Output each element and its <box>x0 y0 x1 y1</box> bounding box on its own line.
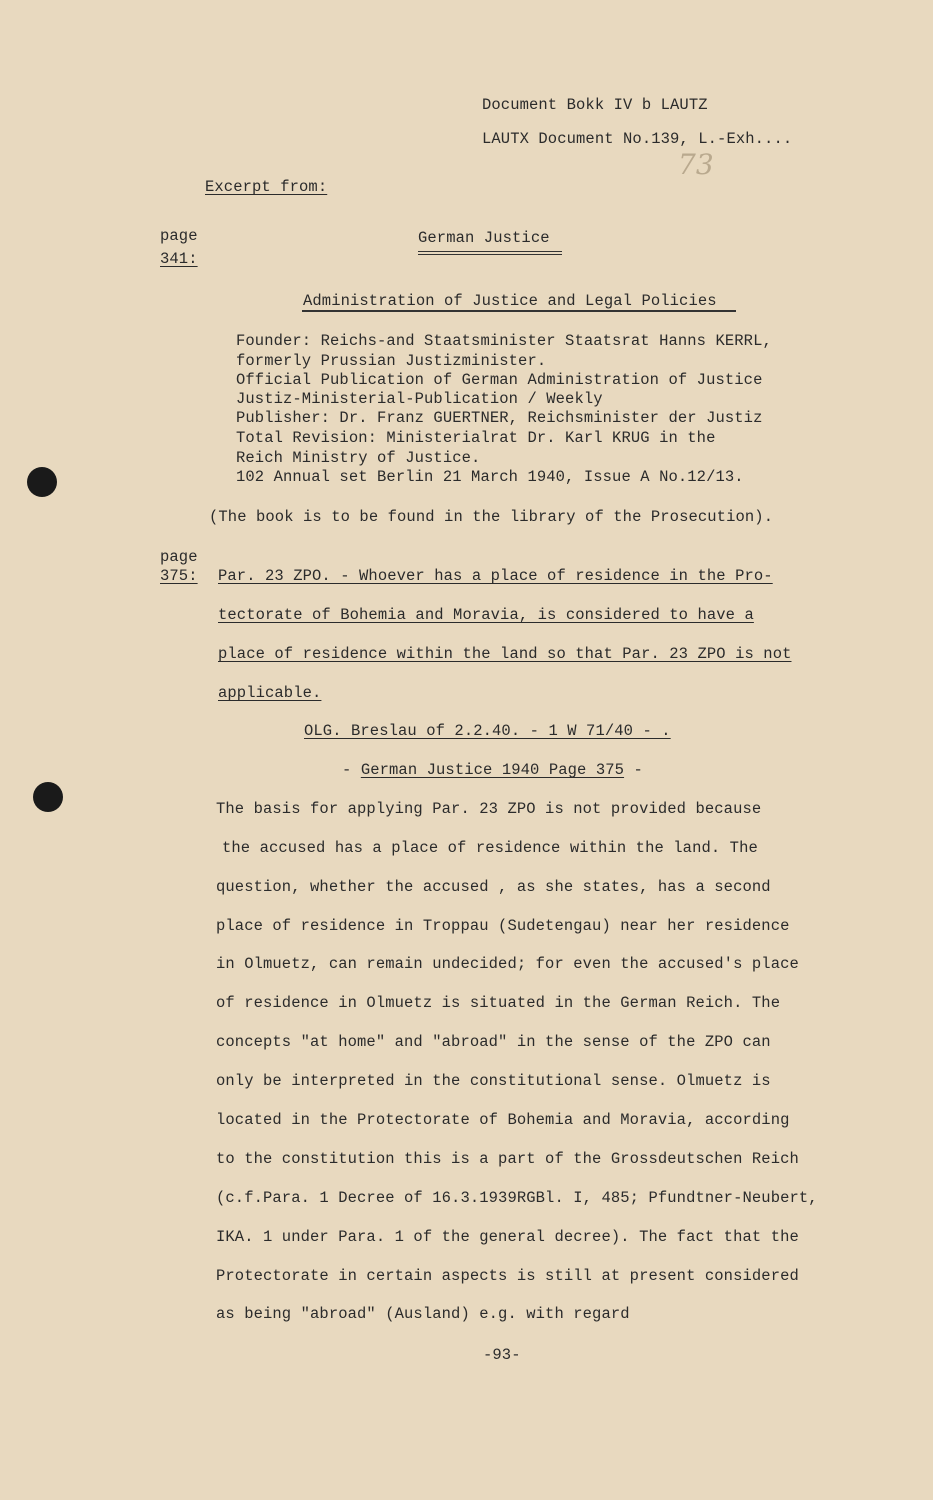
source-text: German Justice 1940 Page 375 <box>360 761 625 779</box>
detail-line: 102 Annual set Berlin 21 March 1940, Issue A No.12/13. <box>236 468 744 486</box>
excerpt-label: Excerpt from: <box>205 178 328 196</box>
detail-line: Total Revision: Ministerialrat Dr. Karl KRUG in the <box>236 429 716 447</box>
source-reference <box>342 761 643 779</box>
body-line: Protectorate in certain aspects is still at present considered <box>216 1267 799 1285</box>
title-double-underline <box>418 251 562 255</box>
body-line: place of residence in Troppau (Sudetengau) near her residence <box>216 917 790 935</box>
punch-hole-top <box>27 467 57 497</box>
library-note: (The book is to be found in the library of the Prosecution). <box>209 508 774 526</box>
headnote-line: applicable. <box>218 684 322 702</box>
header-doc-number: LAUTX Document No.139, L.-Exh.... <box>482 130 793 148</box>
source-dash-right: - <box>633 761 643 779</box>
source-dash-left: - <box>342 761 352 779</box>
headnote-line: tectorate of Bohemia and Moravia, is considered to have a <box>218 606 754 624</box>
headnote-line: place of residence within the land so that Par. 23 ZPO is not <box>218 645 792 663</box>
page-ref-number: 375: <box>160 567 198 585</box>
body-line: as being "abroad" (Ausland) e.g. with regard <box>216 1305 630 1323</box>
body-line: question, whether the accused , as she states, has a second <box>216 878 771 896</box>
detail-line: Official Publication of German Administration of Justice <box>236 371 763 389</box>
page-ref-label: page <box>160 227 198 245</box>
body-line: only be interpreted in the constitutional sense. Olmuetz is <box>216 1072 771 1090</box>
body-line: IKA. 1 under Para. 1 of the general decree). The fact that the <box>216 1228 799 1246</box>
publication-title: German Justice <box>418 229 550 247</box>
page-number: -93- <box>483 1346 521 1364</box>
body-line: to the constitution this is a part of the Grossdeutschen Reich <box>216 1150 799 1168</box>
publication-subtitle: Administration of Justice and Legal Policies <box>303 292 717 310</box>
page-ref-number: 341: <box>160 250 198 268</box>
court-citation: OLG. Breslau of 2.2.40. - 1 W 71/40 - . <box>304 722 671 740</box>
body-line: located in the Protectorate of Bohemia and Moravia, according <box>216 1111 790 1129</box>
body-line: the accused has a place of residence within the land. The <box>222 839 758 857</box>
detail-line: formerly Prussian Justizminister. <box>236 352 547 370</box>
detail-line: Founder: Reichs-and Staatsminister Staatsrat Hanns KERRL, <box>236 332 772 350</box>
detail-line: Justiz-Ministerial-Publication / Weekly <box>236 390 603 408</box>
handwritten-exhibit-number: 73 <box>678 148 714 181</box>
body-line: concepts "at home" and "abroad" in the sense of the ZPO can <box>216 1033 771 1051</box>
body-line: of residence in Olmuetz is situated in the German Reich. The <box>216 994 781 1012</box>
body-line: in Olmuetz, can remain undecided; for even the accused's place <box>216 955 799 973</box>
body-line: (c.f.Para. 1 Decree of 16.3.1939RGBl. I, 485; Pfundtner-Neubert, <box>216 1189 818 1207</box>
subtitle-underline <box>302 310 736 312</box>
body-line: The basis for applying Par. 23 ZPO is not provided because <box>216 800 762 818</box>
punch-hole-bottom <box>33 782 63 812</box>
detail-line: Publisher: Dr. Franz GUERTNER, Reichsminister der Justiz <box>236 409 763 427</box>
page-ref-label: page <box>160 548 198 566</box>
header-doc-book: Document Bokk IV b LAUTZ <box>482 96 708 114</box>
headnote-line: Par. 23 ZPO. - Whoever has a place of residence in the Pro- <box>218 567 773 585</box>
detail-line: Reich Ministry of Justice. <box>236 449 481 467</box>
